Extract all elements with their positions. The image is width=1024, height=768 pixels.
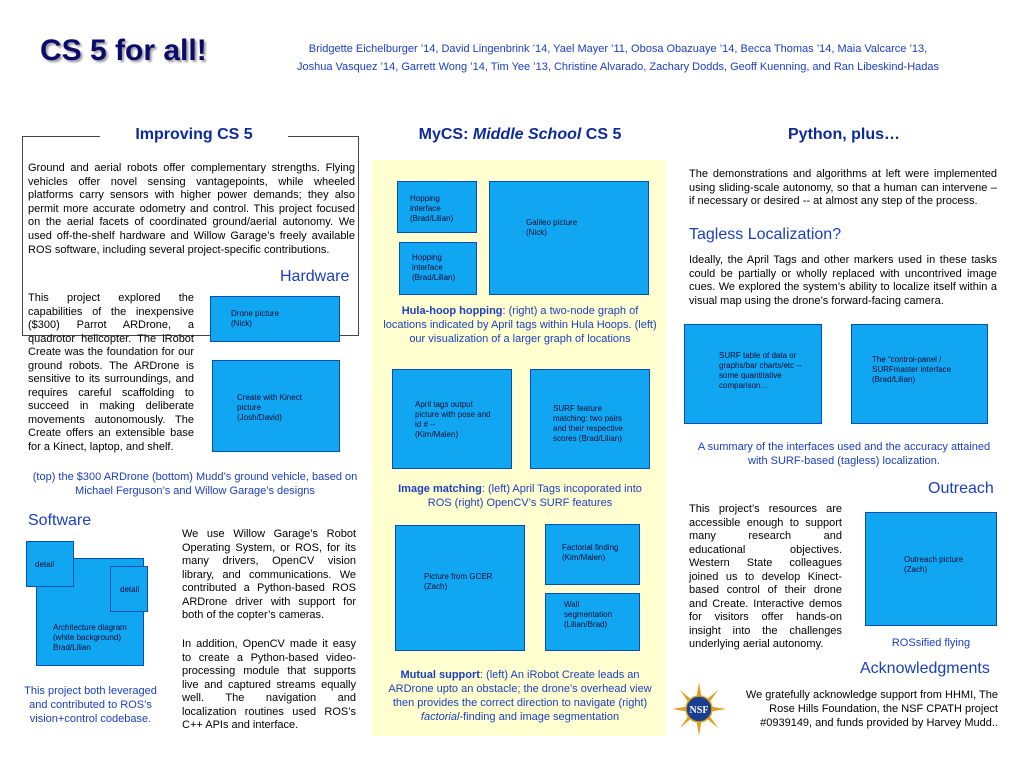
software-text-2: In addition, OpenCV made it easy to create a Python-based video-processing module that supports live and captured streams equally well. The navigation and localization routines used ROS’s C++ APIs and interface. bbox=[182, 638, 356, 731]
python-heading: Python, plus… bbox=[788, 126, 900, 143]
software-caption: This project both leveraged and contributed to ROS’s vision+control codebase. bbox=[24, 685, 157, 725]
mycs-heading-post: CS 5 bbox=[581, 126, 622, 143]
surf-table-placeholder bbox=[684, 324, 822, 424]
drone-picture-label: Drone picture (Nick) bbox=[231, 309, 280, 328]
mutual-caption bbox=[382, 668, 658, 724]
wall-segmentation-placeholder bbox=[545, 593, 640, 651]
control-panel-placeholder bbox=[851, 324, 988, 424]
tagless-text: Ideally, the April Tags and other markers used in these tasks could be partially or wholly replaced with uncontrived image cues. We explored the system’s ability to localize itself within a visual map using the drone’s forward-facing camera. bbox=[689, 254, 997, 307]
detail-label-2: detail bbox=[120, 585, 140, 594]
hopping-label-2: Hopping interface (Brad/Lilian) bbox=[412, 253, 456, 282]
hula-caption bbox=[382, 304, 658, 346]
surf-matching-placeholder bbox=[530, 369, 650, 469]
hula-caption-bold: Hula-hoop hopping bbox=[401, 305, 503, 317]
hardware-text: This project explored the capabilities of the inexpensive ($300) Parrot ARDrone, a quadrotor helicopter. The iRobot Create was the foundation for our ground robots. The ARDrone is sensitive to its surroundings, and requires careful scaffolding to succeed in making deliberate movements autonomously. The Create offers an extensible base for a Kinect, laptop, and shelf. bbox=[28, 292, 194, 453]
gcer-picture-label: Picture from GCER (Zach) bbox=[424, 572, 493, 591]
detail-label-1: detail bbox=[35, 560, 55, 569]
tagless-caption: A summary of the interfaces used and the accuracy attained with SURF-based (tagless) localization. bbox=[697, 441, 991, 467]
surf-matching-label: SURF feature matching: two pairs and their respective scores (Brad/Lilian) bbox=[553, 404, 623, 443]
kinect-picture-placeholder bbox=[212, 360, 340, 452]
hardware-caption: (top) the $300 ARDrone (bottom) Mudd’s ground vehicle, based on Michael Ferguson’s and Willow Garage’s designs bbox=[32, 471, 358, 497]
author-list bbox=[272, 40, 964, 76]
mycs-heading bbox=[370, 126, 670, 144]
author-line-1: Bridgette Eichelburger ’14, David Lingenbrink ’14, Yael Mayer ’11, Obosa Obazuaye ’14, Becca Thomas ’14, Maia Valcarce ’13, bbox=[308, 43, 928, 55]
outreach-heading: Outreach bbox=[928, 480, 994, 497]
mutual-caption-italic: factorial bbox=[420, 711, 460, 723]
nsf-logo-icon bbox=[672, 682, 726, 736]
mutual-caption-text: : (left) An iRobot Create leads an ARDrone upto an obstacle; the drone’s overhead view then provides the correct direction to navigate (right) bbox=[388, 669, 652, 709]
nsf-logo bbox=[672, 682, 726, 736]
matching-caption-text: : (left) April Tags incoporated into ROS (right) OpenCV’s SURF features bbox=[427, 483, 642, 509]
improving-intro: Ground and aerial robots offer complementary strengths. Flying vehicles offer novel sensing vantagepoints, while wheeled platforms carry sensors with higher power demands; they also permit more accurate odometry and control. This project focused on the aerial facets of coordinated ground/aerial autonomy. We used off-the-shelf hardware and Willow Garage’s freely available ROS software, including several project-specific contributions. bbox=[28, 162, 355, 256]
software-heading: Software bbox=[28, 512, 92, 529]
hardware-heading: Hardware bbox=[280, 268, 350, 285]
drone-picture-placeholder bbox=[210, 296, 340, 342]
nsf-logo-text: NSF bbox=[689, 705, 709, 716]
software-text-1: We use Willow Garage’s Robot Operating System, or ROS, for its many drivers, OpenCV vision library, and communications. We contributed a Python-based ROS ARDrone driver with support for both of the copter’s cameras. bbox=[182, 528, 356, 621]
hopping-label-1: Hopping interface (Brad/Lilian) bbox=[410, 194, 454, 223]
april-tags-label: April tags output picture with pose and id # -- (Kim/Malen) bbox=[415, 400, 491, 439]
mutual-caption-text-2: -finding and image segmentation bbox=[459, 711, 620, 723]
acknowledgments-text: We gratefully acknowledge support from HHMI, The Rose Hills Foundation, the NSF CPATH project #0939149, and funds provided by Harvey Mudd.. bbox=[745, 689, 998, 729]
matching-caption-bold: Image matching bbox=[398, 483, 482, 495]
detail-box-2 bbox=[110, 566, 148, 612]
improving-heading: Improving CS 5 bbox=[100, 126, 288, 144]
detail-box-1 bbox=[26, 541, 74, 587]
galileo-picture-label: Galileo picture (Nick) bbox=[526, 218, 578, 237]
matching-caption bbox=[392, 482, 648, 510]
gcer-picture-placeholder bbox=[395, 525, 525, 651]
outreach-picture-label: Outreach picture (Zach) bbox=[904, 555, 964, 574]
april-tags-placeholder bbox=[392, 369, 512, 469]
galileo-picture-placeholder bbox=[489, 181, 649, 295]
outreach-text: This project’s resources are accessible enough to support many research and educational objectives. Western State colleagues joined us to develop Kinect-based control of their drone and Create. Interactive demos for visitors offer hands-on insight into the challenges underlying aerial autonomy. bbox=[689, 503, 842, 650]
factorial-label: Factorial finding (Kim/Malen) bbox=[562, 543, 619, 562]
factorial-placeholder bbox=[545, 524, 640, 585]
acknowledgments-heading: Acknowledgments bbox=[860, 660, 990, 677]
outreach-caption: ROSsified flying bbox=[891, 637, 971, 649]
outreach-picture-placeholder bbox=[865, 512, 997, 626]
mutual-caption-bold: Mutual support bbox=[400, 669, 480, 681]
hopping-interface-placeholder-1 bbox=[397, 181, 477, 233]
mycs-heading-pre: MyCS: bbox=[418, 126, 473, 143]
wall-segmentation-label: Wall segmentation (Lilian/Brad) bbox=[564, 600, 613, 629]
architecture-diagram-label: Architecture diagram (white background) Brad/Lilian bbox=[53, 623, 127, 652]
hula-caption-text: : (right) a two-node graph of locations indicated by April tags within Hula Hoops. (left) our visualization of a larger graph of locations bbox=[383, 305, 657, 345]
poster-title: CS 5 for all! bbox=[40, 34, 207, 67]
mycs-heading-italic: Middle School bbox=[472, 126, 582, 143]
control-panel-label: The “control-panel / SURFmaster interface (Brad/Lilian) bbox=[872, 355, 952, 384]
kinect-picture-label: Create with Kinect picture (Josh/David) bbox=[237, 393, 302, 422]
surf-table-label: SURF table of data or graphs/bar charts/etc -- some quantitative comparison… bbox=[719, 351, 802, 390]
hopping-interface-placeholder-2 bbox=[399, 242, 477, 295]
author-line-2: Joshua Vasquez ’14, Garrett Wong ’14, Tim Yee ’13, Christine Alvarado, Zachary Dodds, Geoff Kuenning, and Ran Libeskind-Hadas bbox=[296, 61, 940, 73]
tagless-heading: Tagless Localization? bbox=[689, 226, 842, 243]
python-intro: The demonstrations and algorithms at left were implemented using sliding-scale autonomy, so that a human can intervene – if necessary or desired -- at almost any step of the process. bbox=[689, 168, 997, 208]
